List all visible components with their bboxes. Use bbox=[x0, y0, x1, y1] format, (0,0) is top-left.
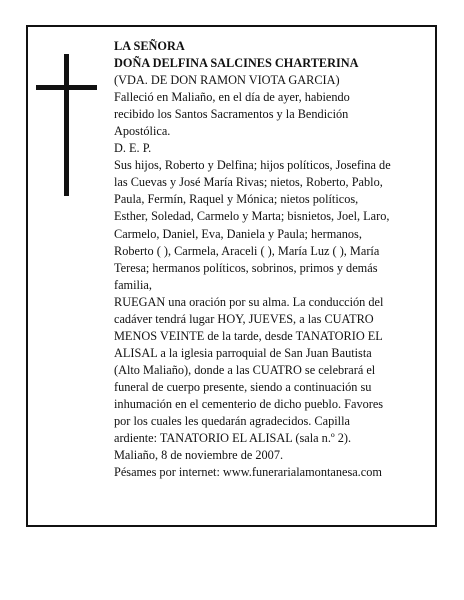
request-line: funeral de cuerpo presente, siendo a continuación su bbox=[114, 379, 372, 394]
condolence-web-line: Pésames por internet: www.funerarialamontanesa.com bbox=[114, 465, 382, 480]
request-line: cadáver tendrá lugar HOY, JUEVES, a las CUATRO bbox=[114, 311, 374, 326]
deceased-name: DOÑA DELFINA SALCINES CHARTERINA bbox=[114, 56, 359, 71]
request-line: inhumación en el cementerio de dicho pueblo. Favores bbox=[114, 396, 384, 411]
family-line: las Cuevas y José María Rivas; nietos, Roberto, Pablo, bbox=[114, 175, 383, 190]
chapel-line: ardiente: TANATORIO EL ALISAL (sala n.º 2). bbox=[114, 431, 352, 446]
death-notice-line: Apostólica. bbox=[114, 124, 171, 139]
cross-horizontal-bar bbox=[36, 85, 97, 90]
request-line: ALISAL a la iglesia parroquial de San Juan Bautista bbox=[114, 345, 372, 360]
family-line: Carmelo, Daniel, Eva, Daniela y Paula; hermanos, bbox=[114, 226, 362, 241]
rip-line: D. E. P. bbox=[114, 141, 152, 156]
date-line: Maliaño, 8 de noviembre de 2007. bbox=[114, 448, 284, 463]
request-line: MENOS VEINTE de la tarde, desde TANATORIO EL bbox=[114, 328, 383, 343]
death-notice-line: recibido los Santos Sacramentos y la Bendición bbox=[114, 107, 349, 122]
family-line: Teresa; hermanos políticos, sobrinos, primos y demás bbox=[114, 260, 378, 275]
request-line: por los cuales les quedarán agradecidos. Capilla bbox=[114, 414, 350, 429]
cross-vertical-bar bbox=[64, 54, 69, 196]
family-line: Roberto ( ), Carmela, Araceli ( ), María Luz ( ), María bbox=[114, 243, 380, 258]
heading-title: LA SEÑORA bbox=[114, 39, 185, 53]
death-notice-line: Falleció en Maliaño, en el día de ayer, habiendo bbox=[114, 90, 350, 105]
family-line: Esther, Soledad, Carmelo y Marta; bisnietos, Joel, Laro, bbox=[114, 209, 390, 224]
request-line: RUEGAN una oración por su alma. La conducción del bbox=[114, 294, 384, 309]
family-line: Paula, Fermín, Raquel y Mónica; nietos políticos, bbox=[114, 192, 359, 207]
obituary-text bbox=[114, 38, 432, 481]
family-line: Sus hijos, Roberto y Delfina; hijos políticos, Josefina de bbox=[114, 158, 391, 173]
widow-note: (VDA. DE DON RAMON VIOTA GARCIA) bbox=[114, 73, 340, 88]
request-line: (Alto Maliaño), donde a las CUATRO se celebrará el bbox=[114, 362, 376, 377]
family-line: familia, bbox=[114, 277, 152, 292]
